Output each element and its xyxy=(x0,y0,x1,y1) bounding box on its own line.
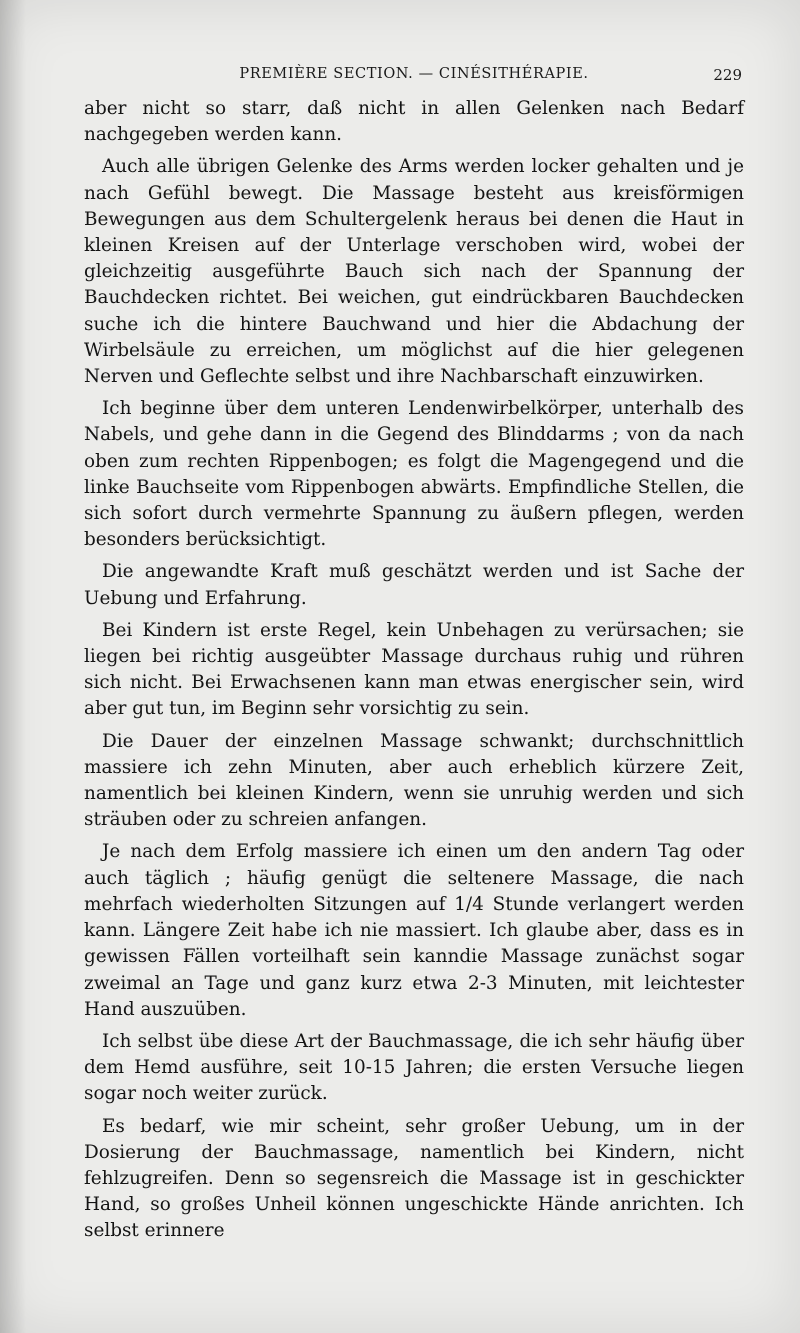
paragraph: Je nach dem Erfolg massiere ich einen um den andern Tag oder auch täglich ; häufig genügt die seltenere Massage, die nach mehrfach wiederholten Sitzungen auf 1/4 Stunde verlangert werden kann. Längere Zeit habe ich nie massiert. Ich glaube aber, dass es in gewissen Fällen vorteilhaft sein kanndie Massage zunächst sogar zweimal an Tage und ganz kurz etwa 2-3 Minuten, mit leichtester Hand auszuüben. xyxy=(84,841,744,1020)
body-text xyxy=(84,96,744,1245)
running-title: PREMIÈRE SECTION. — CINÉSITHÉRAPIE. xyxy=(239,66,589,82)
paragraph: Die angewandte Kraft muß geschätzt werden und ist Sache der Uebung und Erfahrung. xyxy=(84,561,744,609)
page-header xyxy=(84,62,744,88)
page-gutter-shadow xyxy=(0,0,26,1333)
paragraph: Ich selbst übe diese Art der Bauchmassage, die ich sehr häufig über dem Hemd ausführe, seit 10-15 Jahren; die ersten Versuche liegen sogar noch weiter zurück. xyxy=(84,1030,744,1105)
paragraph: Auch alle übrigen Gelenke des Arms werden locker gehalten und je nach Gefühl bewegt. Die Massage besteht aus kreisförmigen Bewegungen aus dem Schultergelenk heraus bei denen die Haut in kleinen Kreisen auf der Unterlage verschoben wird, wobei der gleichzeitig ausgeführte Bauch sich nach der Spannung der Bauchdecken richtet. Bei weichen, gut eindrückbaren Bauchdecken suche ich die hintere Bauchwand und hier die Abdachung der Wirbelsäule zu erreichen, um möglichst auf die hier gelegenen Nerven und Geflechte selbst und ihre Nachbarschaft einzuwirken. xyxy=(84,156,744,388)
paragraph: Die Dauer der einzelnen Massage schwankt; durchschnittlich massiere ich zehn Minuten, aber auch erheblich kürzere Zeit, namentlich bei kleinen Kindern, wenn sie unruhig werden und sich sträuben oder zu schreien anfangen. xyxy=(84,730,744,831)
paragraph: Ich beginne über dem unteren Lendenwirbelkörper, unterhalb des Nabels, und gehe dann in die Gegend des Blinddarms ; von da nach oben zum rechten Rippenbogen; es folgt die Magengegend und die linke Bauchseite vom Rippenbogen abwärts. Empfindliche Stellen, die sich sofort durch vermehrte Spannung zu äußern pflegen, werden besonders berücksichtigt. xyxy=(84,398,744,551)
paragraph: Es bedarf, wie mir scheint, sehr großer Uebung, um in der Dosierung der Bauchmassage, namentlich bei Kindern, nicht fehlzugreifen. Denn so segensreich die Massage ist in geschickter Hand, so großes Unheil können ungeschickte Hände anrichten. Ich selbst erinnere xyxy=(84,1115,744,1242)
paragraph: aber nicht so starr, daß nicht in allen Gelenken nach Bedarf nachgegeben werden kann. xyxy=(84,98,744,146)
page-number: 229 xyxy=(713,66,742,84)
paragraph: Bei Kindern ist erste Regel, kein Unbehagen zu verürsachen; sie liegen bei richtig ausgeübter Massage durchaus ruhig und rühren sich nicht. Bei Erwachsenen kann man etwas energischer sein, wird aber gut tun, im Beginn sehr vorsichtig zu sein. xyxy=(84,619,744,720)
